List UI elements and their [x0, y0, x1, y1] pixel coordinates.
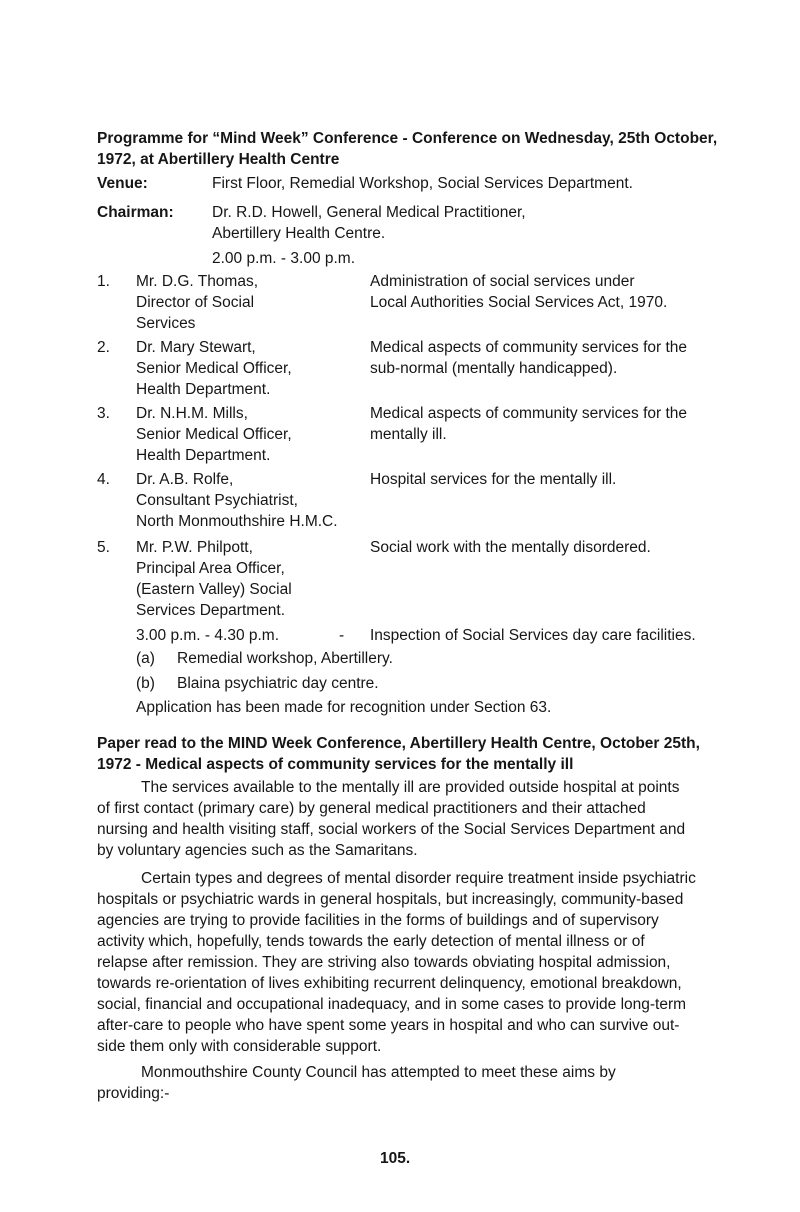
inspection-text: Inspection of Social Services day care facilities. [370, 627, 696, 644]
item-text: Blaina psychiatric day centre. [177, 675, 379, 692]
speaker-name-line: Health Department. [136, 447, 271, 464]
application-note: Application has been made for recognition under Section 63. [136, 699, 552, 716]
programme-title-line1: Programme for “Mind Week” Conference - Conference on Wednesday, 25th October, [97, 130, 718, 147]
speaker-name-line: Mr. D.G. Thomas, [136, 273, 259, 290]
paragraph-line: The services available to the mentally ill are provided outside hospital at points [141, 779, 680, 796]
session-time-2: 3.00 p.m. - 4.30 p.m. [136, 627, 280, 644]
speaker-topic-line: Hospital services for the mentally ill. [370, 471, 617, 488]
paper-heading-line2: 1972 - Medical aspects of community services for the mentally ill [97, 756, 574, 773]
paragraph-line: after-care to people who have spent some years in hospital and who can survive out- [97, 1017, 680, 1034]
paragraph-line: providing:- [97, 1085, 170, 1102]
paragraph-line: by voluntary agencies such as the Samaritans. [97, 842, 418, 859]
speaker-topic-line: sub-normal (mentally handicapped). [370, 360, 618, 377]
speaker-topic-line: Medical aspects of community services for the [370, 339, 688, 356]
speaker-topic-line: Social work with the mentally disordered. [370, 539, 651, 556]
speaker-name-line: Consultant Psychiatrist, [136, 492, 298, 509]
speaker-topic-line: Local Authorities Social Services Act, 1970. [370, 294, 668, 311]
paragraph-line: nursing and health visiting staff, social workers of the Social Services Department and [97, 821, 686, 838]
venue-label: Venue: [97, 175, 148, 192]
speaker-name-line: (Eastern Valley) Social [136, 581, 292, 598]
paragraph-line: agencies are trying to provide facilities in the forms of buildings and of supervisory [97, 912, 659, 929]
paragraph [97, 1062, 659, 1104]
speaker-number: 4. [97, 471, 110, 488]
paragraph-line: hospitals or psychiatric wards in general hospitals, but increasingly, community-based [97, 891, 684, 908]
item-label: (b) [136, 675, 155, 692]
speaker-topic-line: mentally ill. [370, 426, 447, 443]
paragraph [97, 777, 686, 861]
paragraph-line: Monmouthshire County Council has attempted to meet these aims by [141, 1064, 616, 1081]
speaker-topic-line: Administration of social services under [370, 273, 635, 290]
speaker-number: 2. [97, 339, 110, 356]
paragraph-line: towards re-orientation of lives exhibiting recurrent delinquency, emotional breakdown, [97, 975, 682, 992]
speaker-topic-line: Medical aspects of community services for the [370, 405, 688, 422]
paper-heading-line1: Paper read to the MIND Week Conference, Abertillery Health Centre, October 25th, [97, 735, 700, 752]
item-label: (a) [136, 650, 155, 667]
speaker-name-line: Dr. Mary Stewart, [136, 339, 256, 356]
speaker-name-line: Mr. P.W. Philpott, [136, 539, 253, 556]
speaker-name-line: Dr. N.H.M. Mills, [136, 405, 248, 422]
speaker-name-line: Dr. A.B. Rolfe, [136, 471, 234, 488]
page-number: 105. [380, 1150, 411, 1167]
session-time-1: 2.00 p.m. - 3.00 p.m. [212, 250, 356, 267]
speaker-name-line: Principal Area Officer, [136, 560, 285, 577]
speaker-number: 5. [97, 539, 110, 556]
programme-title-line2: 1972, at Abertillery Health Centre [97, 151, 340, 168]
speaker-number: 1. [97, 273, 110, 290]
paragraph [97, 868, 696, 1057]
paragraph-line: social, financial and occupational inadequacy, and in some cases to provide long-term [97, 996, 687, 1013]
speaker-name-line: Director of Social [136, 294, 255, 311]
paragraph-line: of first contact (primary care) by general medical practitioners and their attached [97, 800, 646, 817]
speaker-name-line: Services Department. [136, 602, 286, 619]
speaker-number: 3. [97, 405, 110, 422]
speaker-name-line: Health Department. [136, 381, 271, 398]
paragraph-line: side them only with considerable support. [97, 1038, 382, 1055]
paragraph-line: Certain types and degrees of mental disorder require treatment inside psychiatric [141, 870, 696, 887]
paragraph-line: relapse after remission. They are striving also towards obviating hospital admission, [97, 954, 671, 971]
chairman-line1: Dr. R.D. Howell, General Medical Practitioner, [212, 204, 526, 221]
speaker-name-line: Senior Medical Officer, [136, 426, 292, 443]
chairman-label: Chairman: [97, 204, 174, 221]
paragraph-line: activity which, hopefully, tends towards the early detection of mental illness or of [97, 933, 645, 950]
venue-value: First Floor, Remedial Workshop, Social Services Department. [212, 175, 633, 192]
speaker-name-line: Services [136, 315, 196, 332]
dash: - [339, 627, 345, 644]
speaker-name-line: North Monmouthshire H.M.C. [136, 513, 338, 530]
item-text: Remedial workshop, Abertillery. [177, 650, 393, 667]
chairman-line2: Abertillery Health Centre. [212, 225, 386, 242]
speaker-name-line: Senior Medical Officer, [136, 360, 292, 377]
